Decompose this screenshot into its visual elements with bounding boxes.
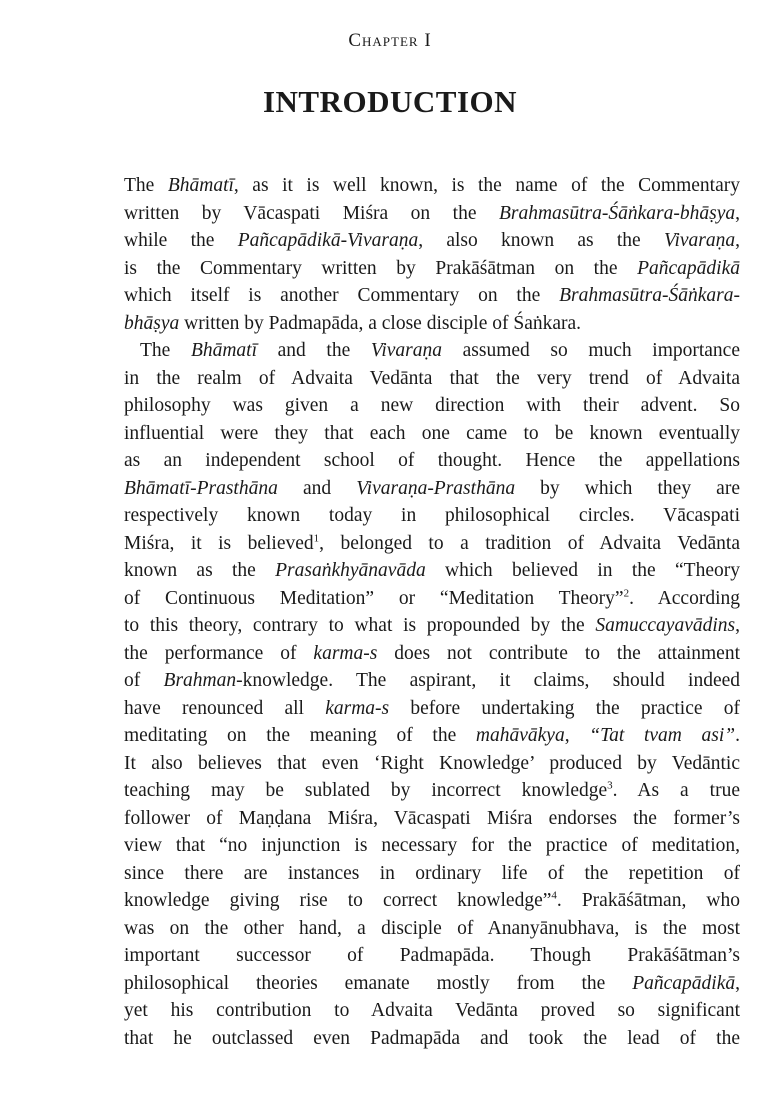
italic-term: Brahmasūtra-Śāṅkara- [559, 285, 740, 306]
text-run: influential were they that each one came to be known eventually [124, 422, 740, 444]
page-title: INTRODUCTION [262, 84, 518, 119]
text-run: important successor of Padmapāda. Though Prakāśātman’s [124, 945, 740, 966]
text-line [124, 227, 740, 255]
text-line [124, 337, 740, 365]
text-run: . According [629, 587, 740, 609]
text-run: while the [124, 230, 238, 251]
text-run: -knowledge. The aspirant, it claims, should indeed [236, 670, 741, 691]
text-line [124, 310, 740, 338]
text-line [124, 530, 740, 558]
text-run: since there are instances in ordinary life of the repetition of [124, 862, 740, 884]
italic-term: Pañcapādikā [632, 972, 736, 994]
footnote-marker: 1 [313, 532, 320, 544]
text-run: The [124, 175, 168, 196]
text-line [124, 447, 740, 475]
text-line [124, 805, 740, 833]
italic-term: karma-s [325, 697, 390, 719]
text-run: by which they are [515, 477, 740, 499]
text-line [124, 750, 740, 778]
text-run: , also known as the [418, 230, 664, 251]
text-run: that he outclassed even Padmapāda and took the lead of the [124, 1027, 740, 1049]
text-run: teaching may be sublated by incorrect knowledge [124, 780, 608, 801]
text-line [124, 200, 740, 228]
text-line [124, 777, 740, 805]
text-run: , [735, 615, 740, 636]
italic-term: Bhāmatī-Prasthāna [124, 477, 278, 499]
text-run: and the [257, 340, 371, 361]
text-run: of [124, 670, 164, 691]
text-line [124, 915, 740, 943]
text-line [124, 832, 740, 860]
text-line [124, 887, 740, 915]
italic-term: Vivaraṇa [663, 230, 736, 251]
footnote-marker: 3 [607, 779, 613, 792]
text-line [124, 502, 740, 530]
text-run: written by Vācaspati Miśra on the [124, 202, 499, 224]
text-run: , belonged to a tradition of Advaita Vedānta [319, 532, 740, 554]
italic-term: Pañcapādikā [637, 257, 740, 279]
text-run: follower of Maṇḍana Miśra, Vācaspati Miśra endorses the former’s [124, 807, 740, 829]
text-run: in the realm of Advaita Vedānta that the very trend of Advaita [124, 367, 740, 389]
italic-term: Prasaṅkhyānavāda [275, 560, 426, 581]
text-run: before undertaking the practice of [389, 697, 741, 719]
footnote-marker: 2 [623, 587, 630, 599]
text-run: was on the other hand, a disciple of Ananyānubhava, is the most [124, 917, 740, 939]
italic-term: Vivaraṇa [370, 340, 442, 361]
text-run: , as it is well known, is the name of the Commentary [233, 175, 740, 196]
text-run: does not contribute to the attainment [377, 642, 741, 664]
text-run: . As a true [612, 780, 740, 801]
italic-term: Vivaraṇa-Prasthāna [356, 477, 516, 499]
text-run: written by Padmapāda, a close disciple of Śaṅkara. [179, 312, 582, 334]
text-line [124, 282, 740, 310]
text-line [124, 612, 740, 640]
text-line [124, 420, 740, 448]
text-line [124, 557, 740, 585]
text-run: the performance of [124, 642, 314, 664]
text-run: . [735, 725, 741, 746]
footnote-marker: 4 [551, 889, 557, 902]
text-run: It also believes that even ‘Right Knowledge’ produced by Vedāntic [124, 752, 740, 774]
text-run: to this theory, contrary to what is propounded by the [124, 615, 596, 636]
text-line [124, 475, 740, 503]
text-run: philosophical theories emanate mostly from the [124, 972, 633, 994]
text-run: and [277, 477, 357, 499]
italic-term: Brahmasūtra-Śāṅkara-bhāṣya [498, 202, 736, 224]
text-line [124, 667, 740, 695]
text-run: view that “no injunction is necessary for the practice of meditation, [124, 835, 740, 856]
italic-term: karma-s [313, 642, 378, 664]
text-run: is the Commentary written by Prakāśātman on the [124, 257, 638, 279]
italic-term: Bhāmatī [167, 175, 234, 196]
text-run: respectively known today in philosophical circles. Vācaspati [124, 505, 740, 526]
text-run: Miśra, it is believed [124, 532, 314, 554]
text-run: The [140, 340, 191, 361]
text-run: knowledge giving rise to correct knowledge” [124, 890, 552, 911]
chapter-label: Chapter I [348, 30, 432, 51]
text-line [124, 365, 740, 393]
text-run: of Continuous Meditation” or “Meditation Theory” [124, 587, 624, 609]
text-run: which believed in the “Theory [425, 560, 740, 581]
text-run: which itself is another Commentary on the [124, 285, 560, 306]
text-line [124, 942, 740, 970]
text-line [124, 860, 740, 888]
text-run: have renounced all [124, 697, 326, 719]
italic-term: bhāṣya [124, 312, 180, 334]
text-line [124, 392, 740, 420]
text-run: known as the [124, 560, 276, 581]
text-line [124, 640, 740, 668]
italic-term: Brahman [163, 670, 237, 691]
text-run: philosophy was given a new direction with their advent. So [124, 395, 740, 416]
text-run: , [735, 230, 740, 251]
text-line [124, 585, 740, 613]
text-line [124, 255, 740, 283]
text-run: , [735, 202, 740, 224]
italic-term: Pañcapādikā-Vivaraṇa [237, 230, 419, 251]
text-run: , [564, 725, 590, 746]
text-line [124, 970, 740, 998]
text-line [124, 1025, 740, 1053]
italic-term: “Tat tvam asi” [589, 725, 736, 746]
body-text [124, 172, 740, 1052]
text-line [124, 695, 740, 723]
text-line [124, 997, 740, 1025]
text-run: , [735, 972, 740, 994]
italic-term: Bhāmatī [190, 340, 258, 361]
text-run: meditating on the meaning of the [124, 725, 476, 746]
text-run: yet his contribution to Advaita Vedānta proved so significant [124, 1000, 740, 1021]
italic-term: mahāvākya [475, 725, 565, 746]
text-run: assumed so much importance [442, 340, 740, 361]
text-run: as an independent school of thought. Hence the appellations [124, 450, 740, 471]
text-line [124, 172, 740, 200]
text-run: . Prakāśātman, who [556, 890, 740, 911]
italic-term: Samuccayavādins [595, 615, 736, 636]
text-line [124, 722, 740, 750]
